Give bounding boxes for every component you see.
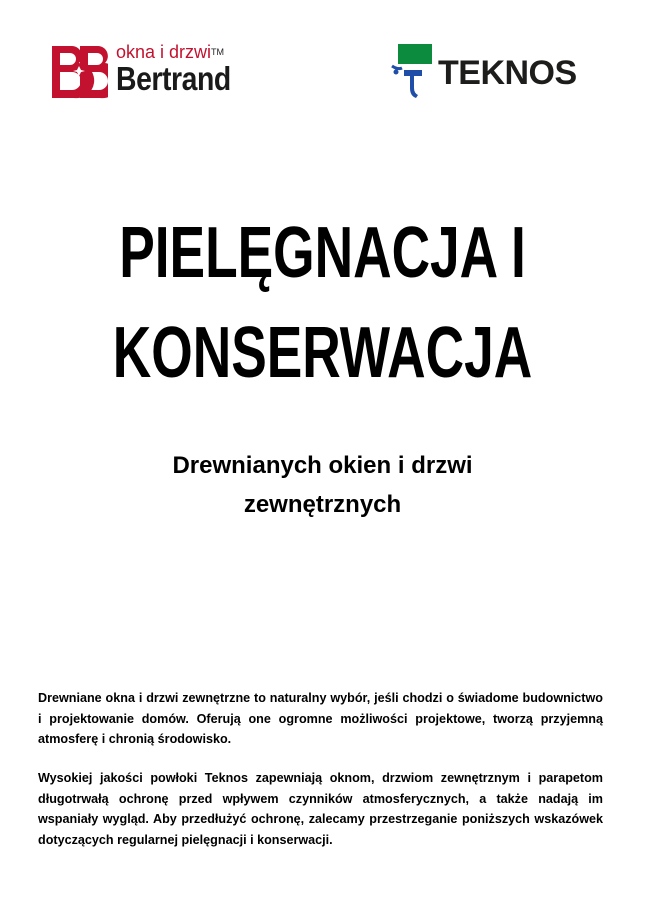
teknos-paragraph: Wysokiej jakości powłoki Teknos zapewniają oknom, drzwiom zewnętrznym i parapetom długotrwałą ochronę przed wpływem czynników atmosferycznych, a także nadają im wspaniały wygląd. Aby przedłużyć ochronę, zalecamy przestrzeganie poniższych wskazówek dotyczących regularnej pielęgnacji i konserwacji. [38, 771, 603, 847]
page-title-line-1: PIELĘGNACJA I [119, 213, 526, 293]
teknos-logo [390, 42, 605, 102]
page-subtitle-line-1: Drewnianych okien i drzwi [172, 452, 473, 479]
bertrand-bb-icon [50, 44, 108, 100]
bertrand-logo [50, 42, 260, 102]
page-title-line-2: KONSERWACJA [112, 313, 533, 393]
intro-paragraph: Drewniane okna i drzwi zewnętrzne to naturalny wybór, jeśli chodzi o świadome budownictwo i projektowanie domów. Oferują one ogromne możliwości projektowe, tworzą przyjemną atmosferę i chronią środowisko. [38, 691, 603, 746]
bertrand-wordmark: Bertrand [116, 60, 231, 97]
teknos-brush-icon [390, 42, 434, 100]
bertrand-tagline: okna i drzwi™ [116, 42, 225, 62]
trademark-mark: TM [211, 47, 225, 57]
teknos-wordmark: TEKNOS [438, 54, 577, 92]
page-subtitle-line-2: zewnętrznych [243, 491, 402, 518]
